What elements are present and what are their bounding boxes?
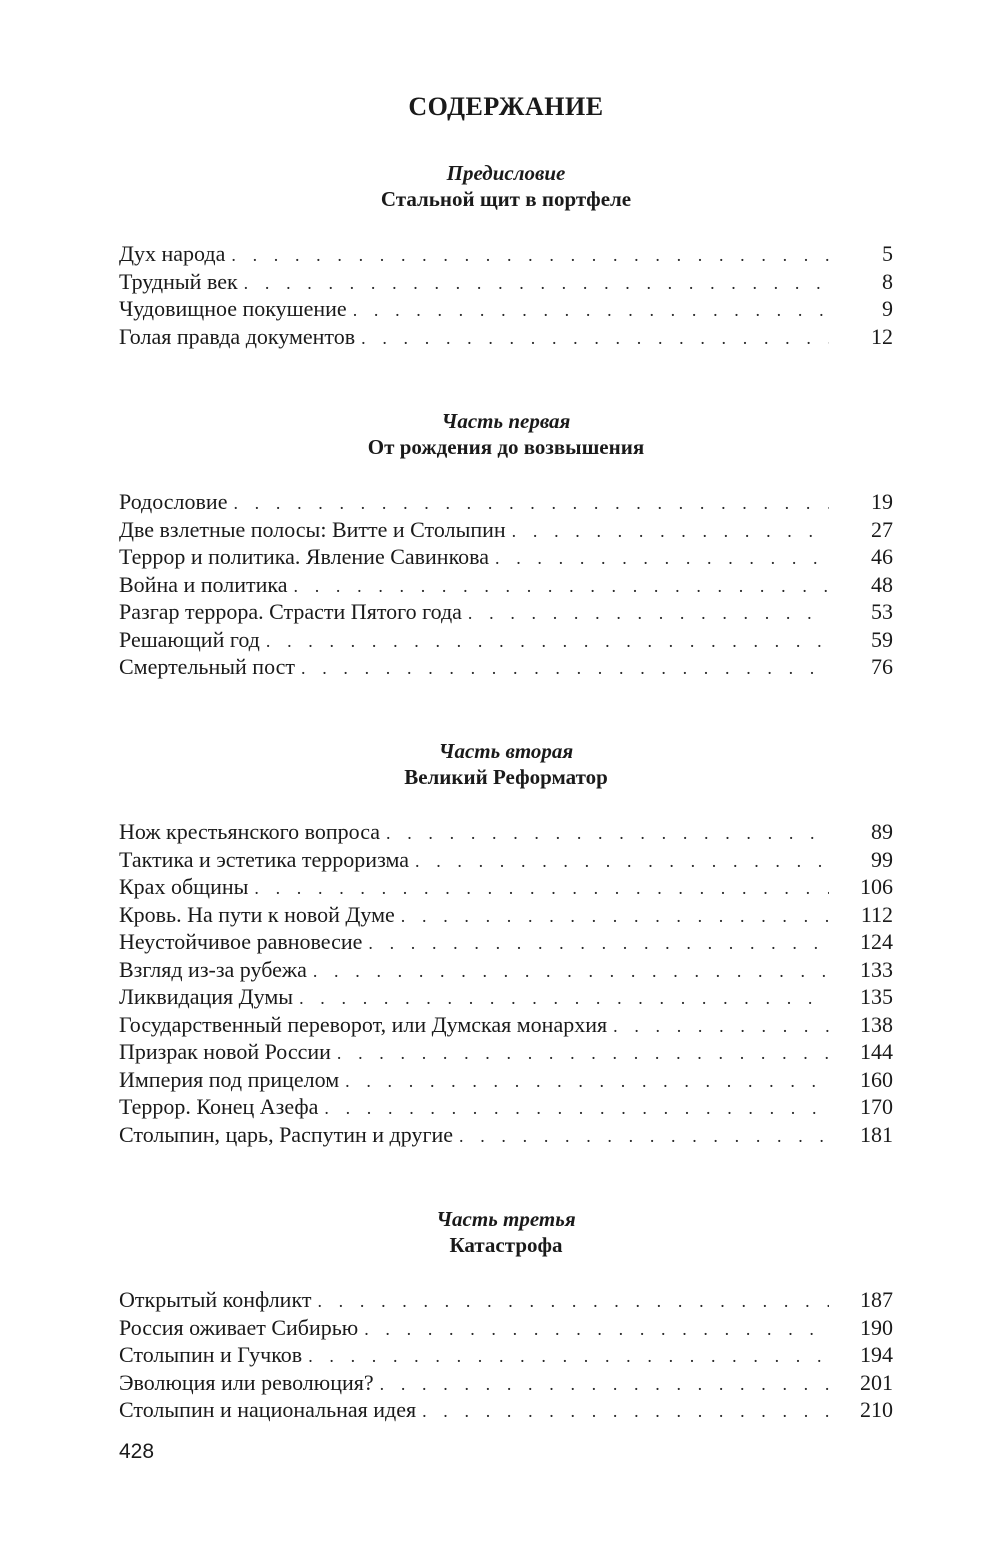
- dot-leader: [368, 930, 829, 958]
- toc-entry-page: 124: [860, 929, 893, 954]
- toc-entry[interactable]: [119, 1011, 893, 1039]
- toc-entry[interactable]: [119, 295, 893, 323]
- section-label: Предисловие: [446, 161, 566, 185]
- dot-leader: [380, 1371, 829, 1399]
- toc-list-part-one: [119, 488, 893, 681]
- toc-entry[interactable]: [119, 983, 893, 1011]
- toc-entry-page: 27: [871, 516, 893, 542]
- toc-entry-page: 138: [860, 1011, 893, 1037]
- toc-entry[interactable]: [119, 1066, 893, 1094]
- toc-entry-page: 89: [871, 819, 893, 844]
- toc-entry-page: 181: [860, 1121, 893, 1147]
- toc-entry[interactable]: [119, 1396, 893, 1424]
- dot-leader: [299, 985, 829, 1013]
- toc-entry-title: Тактика и эстетика терроризма: [119, 846, 409, 872]
- toc-entry-page: 160: [860, 1066, 893, 1092]
- toc-entry[interactable]: [119, 818, 893, 846]
- toc-entry-page: 46: [871, 544, 893, 569]
- dot-leader: [231, 242, 829, 270]
- toc-entry-title: Россия оживает Сибирью: [119, 1314, 359, 1340]
- toc-entry-title: Чудовищное покушение: [119, 296, 347, 321]
- toc-entry-title: Трудный век: [119, 268, 238, 294]
- dot-leader: [301, 655, 829, 683]
- toc-entry-title: Террор. Конец Азефа: [119, 1094, 319, 1119]
- toc-entry-title: Ликвидация Думы: [119, 984, 294, 1009]
- toc-entry-title: Террор и политика. Явление Савинкова: [119, 544, 490, 569]
- toc-entry-title: Государственный переворот, или Думская монархия: [119, 1011, 608, 1037]
- section-name: От рождения до возвышения: [367, 435, 645, 459]
- dot-leader: [468, 600, 829, 628]
- toc-entry[interactable]: [119, 1341, 893, 1369]
- toc-entry-page: 210: [860, 1397, 893, 1422]
- toc-entry-page: 19: [871, 489, 893, 514]
- toc-entry-page: 99: [871, 846, 893, 872]
- toc-list-part-two: [119, 818, 893, 1148]
- toc-entry-page: 190: [860, 1314, 893, 1340]
- toc-entry[interactable]: [119, 1286, 893, 1314]
- toc-entry-page: 194: [860, 1342, 893, 1367]
- dot-leader: [353, 297, 829, 325]
- toc-entry-page: 106: [860, 874, 893, 899]
- dot-leader: [313, 958, 829, 986]
- toc-entry-page: 12: [871, 323, 893, 349]
- toc-entry-page: 170: [860, 1094, 893, 1119]
- toc-entry[interactable]: [119, 626, 893, 654]
- section-heading-part-one: [0, 408, 1000, 461]
- toc-entry-title: Империя под прицелом: [119, 1066, 340, 1092]
- dot-leader: [364, 1316, 829, 1344]
- dot-leader: [294, 573, 829, 601]
- toc-entry[interactable]: [119, 1314, 893, 1342]
- toc-entry-page: 8: [882, 268, 893, 294]
- toc-entry-title: Крах общины: [119, 874, 249, 899]
- toc-entry[interactable]: [119, 846, 893, 874]
- toc-entry-title: Взгляд из-за рубежа: [119, 956, 307, 982]
- dot-leader: [266, 628, 829, 656]
- section-heading-part-two: [0, 738, 1000, 791]
- toc-entry-page: 144: [860, 1039, 893, 1064]
- toc-entry-page: 76: [871, 654, 893, 679]
- toc-entry-page: 9: [882, 296, 893, 321]
- toc-entry-title: Голая правда документов: [119, 323, 356, 349]
- dot-leader: [337, 1040, 829, 1068]
- page-title: СОДЕРЖАНИЕ: [408, 92, 604, 121]
- dot-leader: [244, 270, 829, 298]
- toc-entry-title: Дух народа: [119, 241, 226, 266]
- toc-entry[interactable]: [119, 1369, 893, 1397]
- toc-entry-title: Нож крестьянского вопроса: [119, 819, 381, 844]
- section-label: Часть третья: [436, 1207, 576, 1231]
- section-heading-preface: [0, 160, 1000, 213]
- toc-entry-title: Война и политика: [119, 571, 288, 597]
- toc-entry[interactable]: [119, 1038, 893, 1066]
- toc-entry[interactable]: [119, 653, 893, 681]
- toc-entry[interactable]: [119, 543, 893, 571]
- dot-leader: [308, 1343, 829, 1371]
- dot-leader: [254, 875, 829, 903]
- toc-entry-page: 133: [860, 956, 893, 982]
- toc-entry[interactable]: [119, 1093, 893, 1121]
- toc-entry-title: Кровь. На пути к новой Думе: [119, 901, 395, 927]
- toc-entry-title: Столыпин и национальная идея: [119, 1397, 417, 1422]
- section-name: Катастрофа: [449, 1233, 563, 1257]
- section-name: Стальной щит в портфеле: [380, 187, 632, 211]
- toc-entry[interactable]: [119, 901, 893, 929]
- dot-leader: [459, 1123, 829, 1151]
- toc-entry[interactable]: [119, 1121, 893, 1149]
- toc-entry[interactable]: [119, 928, 893, 956]
- dot-leader: [422, 1398, 829, 1426]
- toc-entry[interactable]: [119, 240, 893, 268]
- toc-entry-title: Призрак новой России: [119, 1039, 331, 1064]
- dot-leader: [613, 1013, 829, 1041]
- toc-entry-title: Неустойчивое равновесие: [119, 929, 363, 954]
- toc-entry-title: Две взлетные полосы: Витте и Столыпин: [119, 516, 506, 542]
- dot-leader: [361, 325, 829, 353]
- toc-entry[interactable]: [119, 598, 893, 626]
- toc-entry-title: Открытый конфликт: [119, 1287, 312, 1312]
- toc-entry-page: 59: [871, 626, 893, 652]
- toc-entry-page: 187: [860, 1287, 893, 1312]
- toc-entry-page: 135: [860, 984, 893, 1009]
- toc-entry-page: 201: [860, 1369, 893, 1395]
- dot-leader: [512, 518, 829, 546]
- toc-entry[interactable]: [119, 571, 893, 599]
- toc-entry-page: 48: [871, 571, 893, 597]
- toc-entry[interactable]: [119, 873, 893, 901]
- toc-entry[interactable]: [119, 488, 893, 516]
- toc-entry-page: 112: [860, 901, 893, 927]
- toc-entry[interactable]: [119, 956, 893, 984]
- section-name: Великий Реформатор: [404, 765, 608, 789]
- dot-leader: [415, 848, 829, 876]
- toc-entry-title: Решающий год: [119, 626, 260, 652]
- toc-entry-title: Разгар террора. Страсти Пятого года: [119, 599, 462, 624]
- section-heading-part-three: [0, 1206, 1000, 1259]
- toc-entry[interactable]: [119, 516, 893, 544]
- toc-entry-page: 5: [882, 241, 893, 266]
- toc-entry-title: Столыпин, царь, Распутин и другие: [119, 1121, 454, 1147]
- toc-entry-title: Смертельный пост: [119, 654, 295, 679]
- toc-list-part-three: [119, 1286, 893, 1424]
- dot-leader: [401, 903, 829, 931]
- dot-leader: [495, 545, 829, 573]
- toc-entry-title: Столыпин и Гучков: [119, 1342, 303, 1367]
- section-label: Часть первая: [441, 409, 571, 433]
- toc-entry[interactable]: [119, 323, 893, 351]
- toc-entry-title: Эволюция или революция?: [119, 1369, 374, 1395]
- toc-list-preface: [119, 240, 893, 350]
- dot-leader: [233, 490, 829, 518]
- dot-leader: [345, 1068, 829, 1096]
- toc-entry-page: 53: [871, 599, 893, 624]
- page-number: 428: [119, 1440, 155, 1463]
- toc-entry-title: Родословие: [119, 489, 228, 514]
- dot-leader: [324, 1095, 829, 1123]
- section-label: Часть вторая: [438, 739, 574, 763]
- dot-leader: [386, 820, 829, 848]
- dot-leader: [317, 1288, 829, 1316]
- toc-entry[interactable]: [119, 268, 893, 296]
